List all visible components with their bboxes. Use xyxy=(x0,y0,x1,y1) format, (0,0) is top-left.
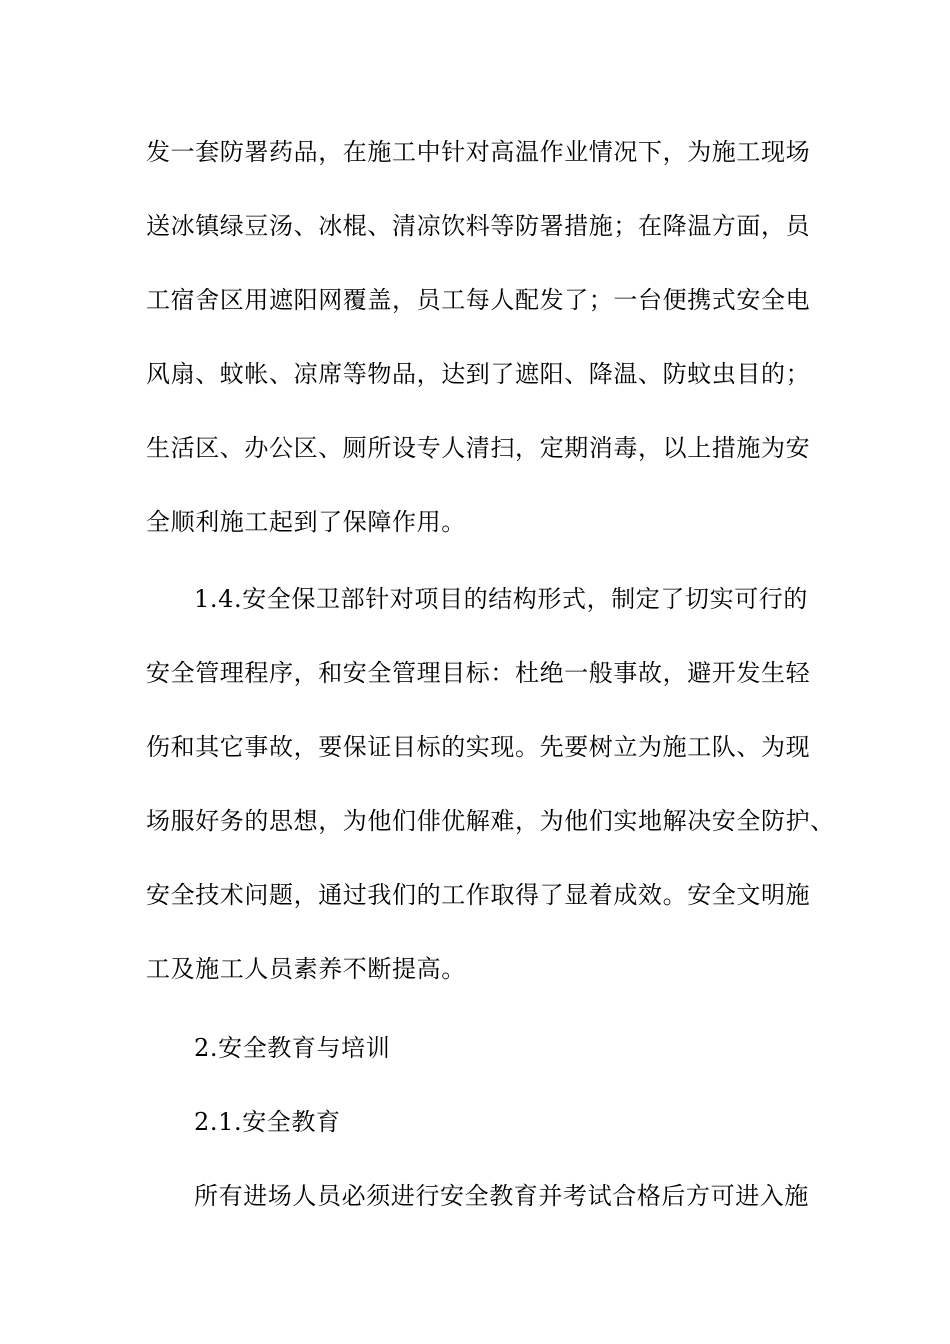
body-text-line: 工及施工人员素养不断提高。 xyxy=(146,955,466,983)
paragraph-start-line: 1.4.安全保卫部针对项目的结构形式，制定了切实可行的 xyxy=(194,585,808,613)
body-text-line: 生活区、办公区、厕所设专人清扫，定期消毒，以上措施为安 xyxy=(146,434,811,462)
body-text-line: 场服好务的思想，为他们俳优解难，为他们实地解决安全防护、 xyxy=(146,807,835,835)
body-text-line: 伤和其它事故，要保证目标的实现。先要树立为施工队、为现 xyxy=(146,733,811,761)
body-text-line: 发一套防署药品，在施工中针对高温作业情况下，为施工现场 xyxy=(146,138,811,166)
body-text-line: 安全管理程序，和安全管理目标：杜绝一般事故，避开发生轻 xyxy=(146,659,811,687)
body-text-line: 工宿舍区用遮阳网覆盖，员工每人配发了；一台便携式安全电 xyxy=(146,286,811,314)
paragraph-start-line: 所有进场人员必须进行安全教育并考试合格后方可进入施 xyxy=(194,1182,809,1210)
body-text-line: 送冰镇绿豆汤、冰棍、清凉饮料等防署措施；在降温方面，员 xyxy=(146,212,811,240)
section-heading: 2.安全教育与培训 xyxy=(194,1034,391,1062)
body-text-line: 全顺利施工起到了保障作用。 xyxy=(146,508,466,536)
body-text-line: 风扇、蚊帐、凉席等物品，达到了遮阳、降温、防蚊虫目的； xyxy=(146,360,811,388)
body-text-line: 安全技术问题，通过我们的工作取得了显着成效。安全文明施 xyxy=(146,881,811,909)
subsection-heading: 2.1.安全教育 xyxy=(194,1108,341,1136)
